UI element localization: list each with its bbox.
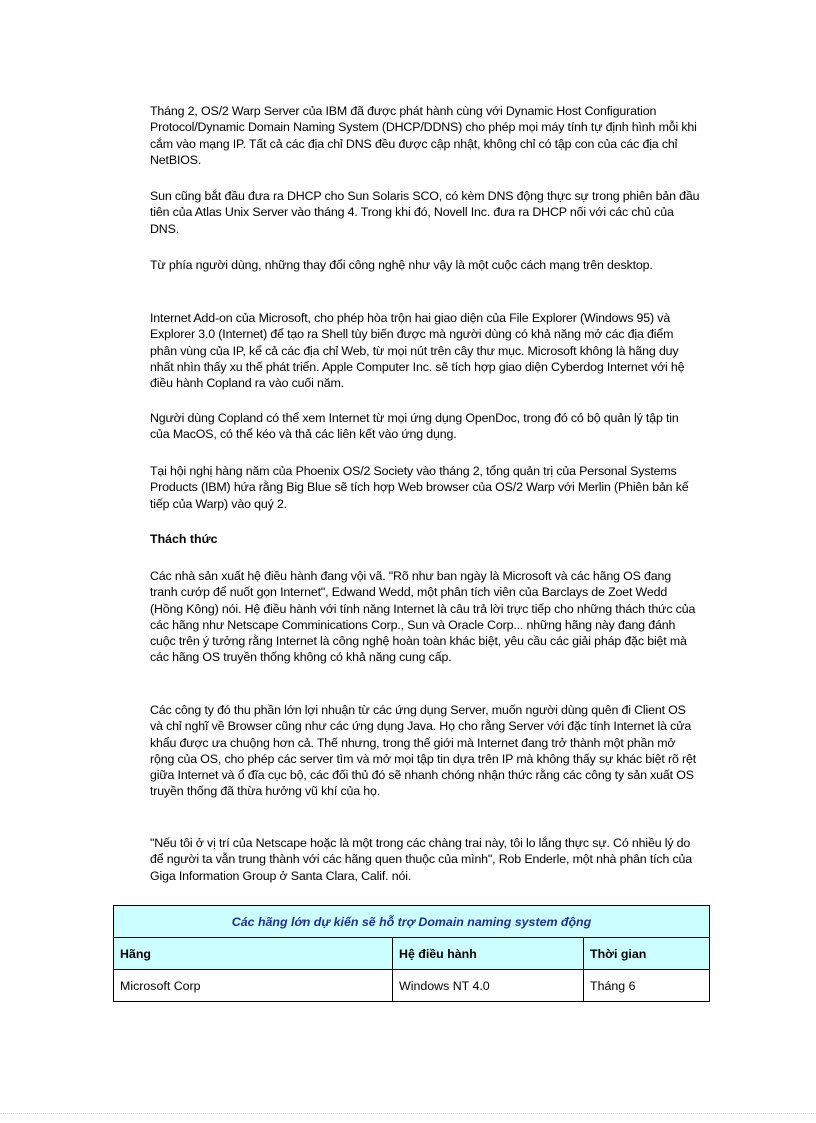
- paragraph-sun-dhcp: Sun cũng bắt đầu đưa ra DHCP cho Sun Solaris SCO, có kèm DNS động thực sự trong phiên bản đầu tiên của Atlas Unix Server vào tháng 4. Trong khi đó, Novell Inc. đưa ra DHCP nối với các chủ của DNS.: [150, 189, 700, 236]
- paragraph-os2-warp: Tháng 2, OS/2 Warp Server của IBM đã được phát hành cùng với Dynamic Host Configuration Protocol/Dynamic Domain Naming System (DHCP/DDNS) cho phép mọi máy tính tự định hình mỗi khi cắm vào mạng IP. Tất cả các địa chỉ DNS đều được cập nhật, không chỉ có tập con của các địa chỉ NetBIOS.: [150, 104, 697, 167]
- column-header-company: Hãng: [114, 938, 393, 970]
- paragraph-internet-addon: Internet Add-on của Microsoft, cho phép hòa trộn hai giao diện của File Explorer (Windows 95) và Explorer 3.0 (Internet) để tạo ra Shell tùy biến được mà người dùng có khả năng mở các địa điểm phân vùng của IP, kể cả các địa chỉ Web, từ mọi nút trên cây thư mục. Microsoft không là hãng duy nhất nhìn thấy xu thế phát triển. Apple Computer Inc. sẽ tích hợp giao diện Cyberdog Internet với hệ điều hành Copland ra vào cuối năm.: [150, 311, 685, 391]
- page-bottom-rule: [0, 1113, 816, 1114]
- paragraph-server-apps: Các công ty đó thu phần lớn lợi nhuận từ các ứng dụng Server, muốn người dùng quên đi Client OS và chỉ nghĩ về Browser cũng như các ứng dụng Java. Họ cho rằng Server với đặc tính Internet là cửa khẩu được ưa chuộng hơn cả. Thế nhưng, trong thế giới mà Internet đang trở thành một phần mở rộng của OS, cho phép các server tìm và mở mọi tập tin dựa trên IP mà không thấy sự khác biệt rõ rệt giữa Internet và ổ đĩa cục bộ, các đối thủ đó sẽ nhanh chóng nhận thức rằng các công ty sản xuất OS truyền thống đã thừa hưởng vũ khí của họ.: [150, 703, 696, 799]
- paragraph-phoenix: Tại hội nghị hàng năm của Phoenix OS/2 Society vào tháng 2, tổng quản trị của Personal Systems Products (IBM) hứa rằng Big Blue sẽ tích hợp Web browser của OS/2 Warp với Merlin (Phiên bản kế tiếp của Warp) vào quý 2.: [150, 464, 689, 511]
- table-caption-row: [114, 906, 710, 938]
- table-cell-company: Microsoft Corp: [114, 970, 393, 1002]
- table-cell-time: Tháng 6: [584, 970, 710, 1002]
- dynamic-dns-table: [113, 905, 710, 1002]
- paragraph-quote-enderle: "Nếu tôi ở vị trí của Netscape hoặc là một trong các chàng trai này, tôi lo lắng thực sự. Có nhiều lý do để người ta vẫn trung thành với các hãng quen thuộc của mình", Rob Enderle, một nhà phân tích của Giga Information Group ở Santa Clara, Calif. nói.: [150, 836, 693, 883]
- paragraph-os-vendors: Các nhà sản xuất hệ điều hành đang vội vã. "Rõ như ban ngày là Microsoft và các hãng OS đang tranh cướp để nuốt gọn Internet", Edwand Wedd, một phân tích viên của Barclays de Zoet Wedd (Hồng Kông) nói. Hệ điều hành với tính năng Internet là câu trả lời trực tiếp cho những thách thức của các hãng như Netscape Comminications Corp., Sun và Oracle Corp... những hãng này đang đánh cuộc trên ý tưởng rằng Internet là công nghệ hoàn toàn khác biệt, yêu cầu các giải pháp đặc biệt mà các hãng OS truyền thống không có khả năng cung cấp.: [150, 569, 696, 665]
- table-row: [114, 970, 710, 1002]
- column-header-time: Thời gian: [584, 938, 710, 970]
- table-cell-os: Windows NT 4.0: [393, 970, 584, 1002]
- column-header-os: Hệ điều hành: [393, 938, 584, 970]
- paragraph-copland: Người dùng Copland có thể xem Internet từ mọi ứng dụng OpenDoc, trong đó có bộ quản lý tập tin của MacOS, có thể kéo và thả các liên kết vào ứng dụng.: [150, 411, 679, 442]
- paragraph-user-perspective: Từ phía người dùng, những thay đổi công nghệ như vậy là một cuộc cách mạng trên desktop.: [150, 258, 653, 272]
- section-heading: Thách thức: [150, 532, 218, 546]
- table-header-row: [114, 938, 710, 970]
- table-caption: Các hãng lớn dự kiến sẽ hỗ trợ Domain naming system động: [114, 906, 710, 938]
